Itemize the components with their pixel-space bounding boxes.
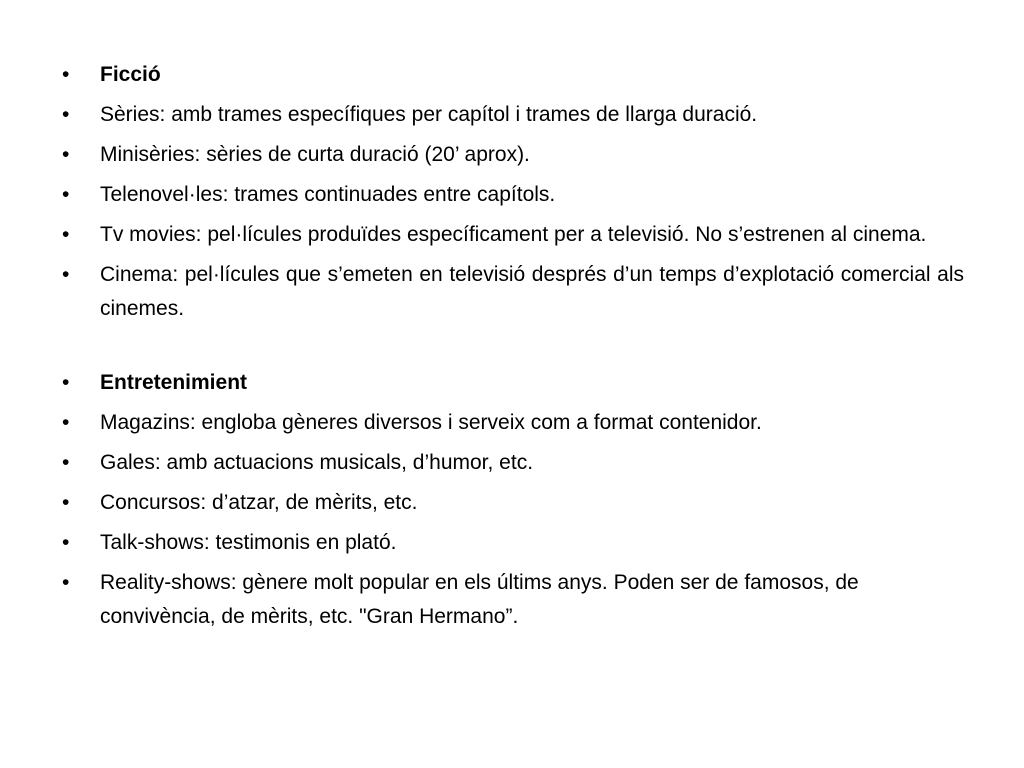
list-item: [62, 178, 964, 212]
bullet-icon: •: [62, 491, 70, 514]
item-text: Gales: amb actuacions musicals, d’humor, etc.: [100, 451, 534, 474]
item-text: Cinema: pel·lícules que s’emeten en televisió després d’un temps d’explotació comercial als cinemes.: [100, 263, 964, 320]
list-item: [62, 486, 964, 520]
section-heading-entertainment: [62, 366, 964, 400]
bullet-icon: •: [62, 451, 70, 474]
bullet-icon: •: [62, 571, 70, 594]
list-item: [62, 98, 964, 132]
bullet-icon: •: [62, 411, 70, 434]
list-item: [62, 446, 964, 480]
section-heading-fiction: [62, 58, 964, 92]
item-text: Concursos: d’atzar, de mèrits, etc.: [100, 491, 418, 514]
heading-text: Ficció: [100, 63, 161, 86]
list-item: [62, 258, 964, 326]
list-item: [62, 138, 964, 172]
bullet-icon: •: [62, 531, 70, 554]
bullet-icon: •: [62, 263, 70, 286]
bullet-icon: •: [62, 63, 70, 86]
item-text: Magazins: engloba gèneres diversos i serveix com a format contenidor.: [100, 411, 762, 434]
list-item: [62, 406, 964, 440]
bullet-icon: •: [62, 103, 70, 126]
item-text: Minisèries: sèries de curta duració (20’ aprox).: [100, 143, 530, 166]
item-text: Tv movies: pel·lícules produïdes específicament per a televisió. No s’estrenen al cinema.: [100, 223, 927, 246]
item-text: Telenovel·les: trames continuades entre capítols.: [100, 183, 556, 206]
item-text: Reality-shows: gènere molt popular en els últims anys. Poden ser de famosos, de convivència, de mèrits, etc. "Gran Hermano”.: [100, 571, 859, 628]
bullet-list: [62, 58, 964, 640]
bullet-icon: •: [62, 183, 70, 206]
list-item: [62, 526, 964, 560]
bullet-icon: •: [62, 371, 70, 394]
heading-text: Entretenimient: [100, 371, 248, 394]
item-text: Talk-shows: testimonis en plató.: [100, 531, 397, 554]
item-text: Sèries: amb trames específiques per capítol i trames de llarga duració.: [100, 103, 758, 126]
bullet-icon: •: [62, 143, 70, 166]
bullet-icon: •: [62, 223, 70, 246]
list-item: [62, 566, 964, 634]
list-item: [62, 218, 964, 252]
